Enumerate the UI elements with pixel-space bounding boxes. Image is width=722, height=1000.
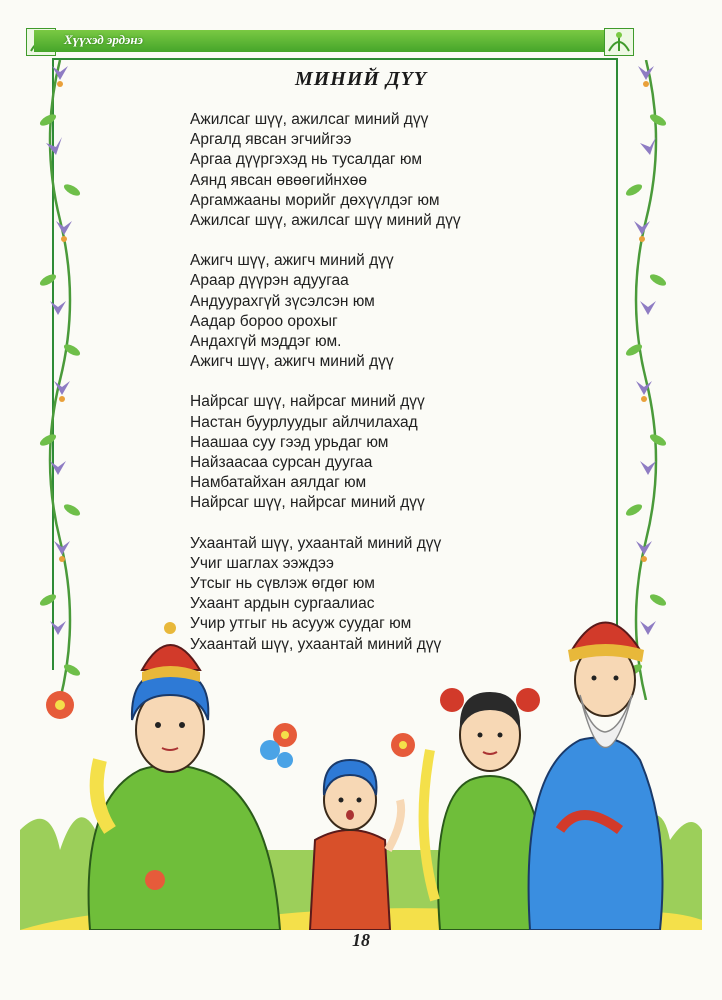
poem-body — [190, 110, 461, 675]
poem-line: Ухаантай шүү, ухаантай миний дүү — [190, 635, 442, 653]
poem-line: Настан буурлуудыг айлчилахад — [190, 413, 418, 431]
poem-stanza — [190, 251, 461, 372]
poem-line: Намбатайхан аялдаг юм — [190, 474, 367, 492]
book-title: Хүүхэд эрдэнэ — [64, 32, 143, 47]
poem-stanza — [190, 110, 461, 231]
poem-line: Ажилсаг шүү, ажилсаг шүү миний дүү — [190, 212, 461, 230]
poem-line: Учиг шаглах ээждээ — [190, 554, 334, 572]
poem-line: Ухаантай шүү, ухаантай миний дүү — [190, 534, 442, 552]
header-bar — [34, 30, 634, 52]
poem-line: Ажигч шүү, ажигч миний дүү — [190, 353, 394, 371]
poem-line: Найзаасаа сурсан дуугаа — [190, 454, 373, 472]
poem-line: Араар дүүрэн адуугаа — [190, 272, 349, 290]
poem-line: Ухаант ардын сургаалиас — [190, 595, 375, 613]
corner-ornament-icon — [604, 28, 634, 56]
poem-stanza — [190, 392, 461, 513]
poem-line: Аргаа дүүргэхэд нь тусалдаг юм — [190, 151, 422, 169]
poem-line: Ажигч шүү, ажигч миний дүү — [190, 252, 394, 270]
page-number: 18 — [352, 930, 370, 950]
poem-line: Ажилсаг шүү, ажилсаг миний дүү — [190, 111, 429, 128]
poem-line: Андахгүй мэддэг юм. — [190, 333, 342, 351]
poem-line: Утсыг нь сүвлэж өгдөг юм — [190, 575, 375, 593]
poem-line: Аргамжааны морийг дөхүүлдэг юм — [190, 191, 440, 209]
poem-line: Учир утгыг нь асууж суудаг юм — [190, 615, 412, 633]
poem-line: Аянд явсан өвөөгийнхөө — [190, 171, 367, 189]
poem-line: Найрсаг шүү, найрсаг миний дүү — [190, 494, 425, 512]
poem-line: Найрсаг шүү, найрсаг миний дүү — [190, 393, 425, 411]
poem-line: Наашаа суу гээд урьдаг юм — [190, 433, 389, 451]
family-illustration — [20, 600, 702, 930]
poem-title: МИНИЙ ДҮҮ — [294, 68, 428, 90]
poem-line: Аргалд явсан эгчийгээ — [190, 131, 352, 149]
poem-line: Аадар бороо орохыг — [190, 312, 338, 330]
poem-line: Андуурахгүй зүсэлсэн юм — [190, 292, 375, 310]
